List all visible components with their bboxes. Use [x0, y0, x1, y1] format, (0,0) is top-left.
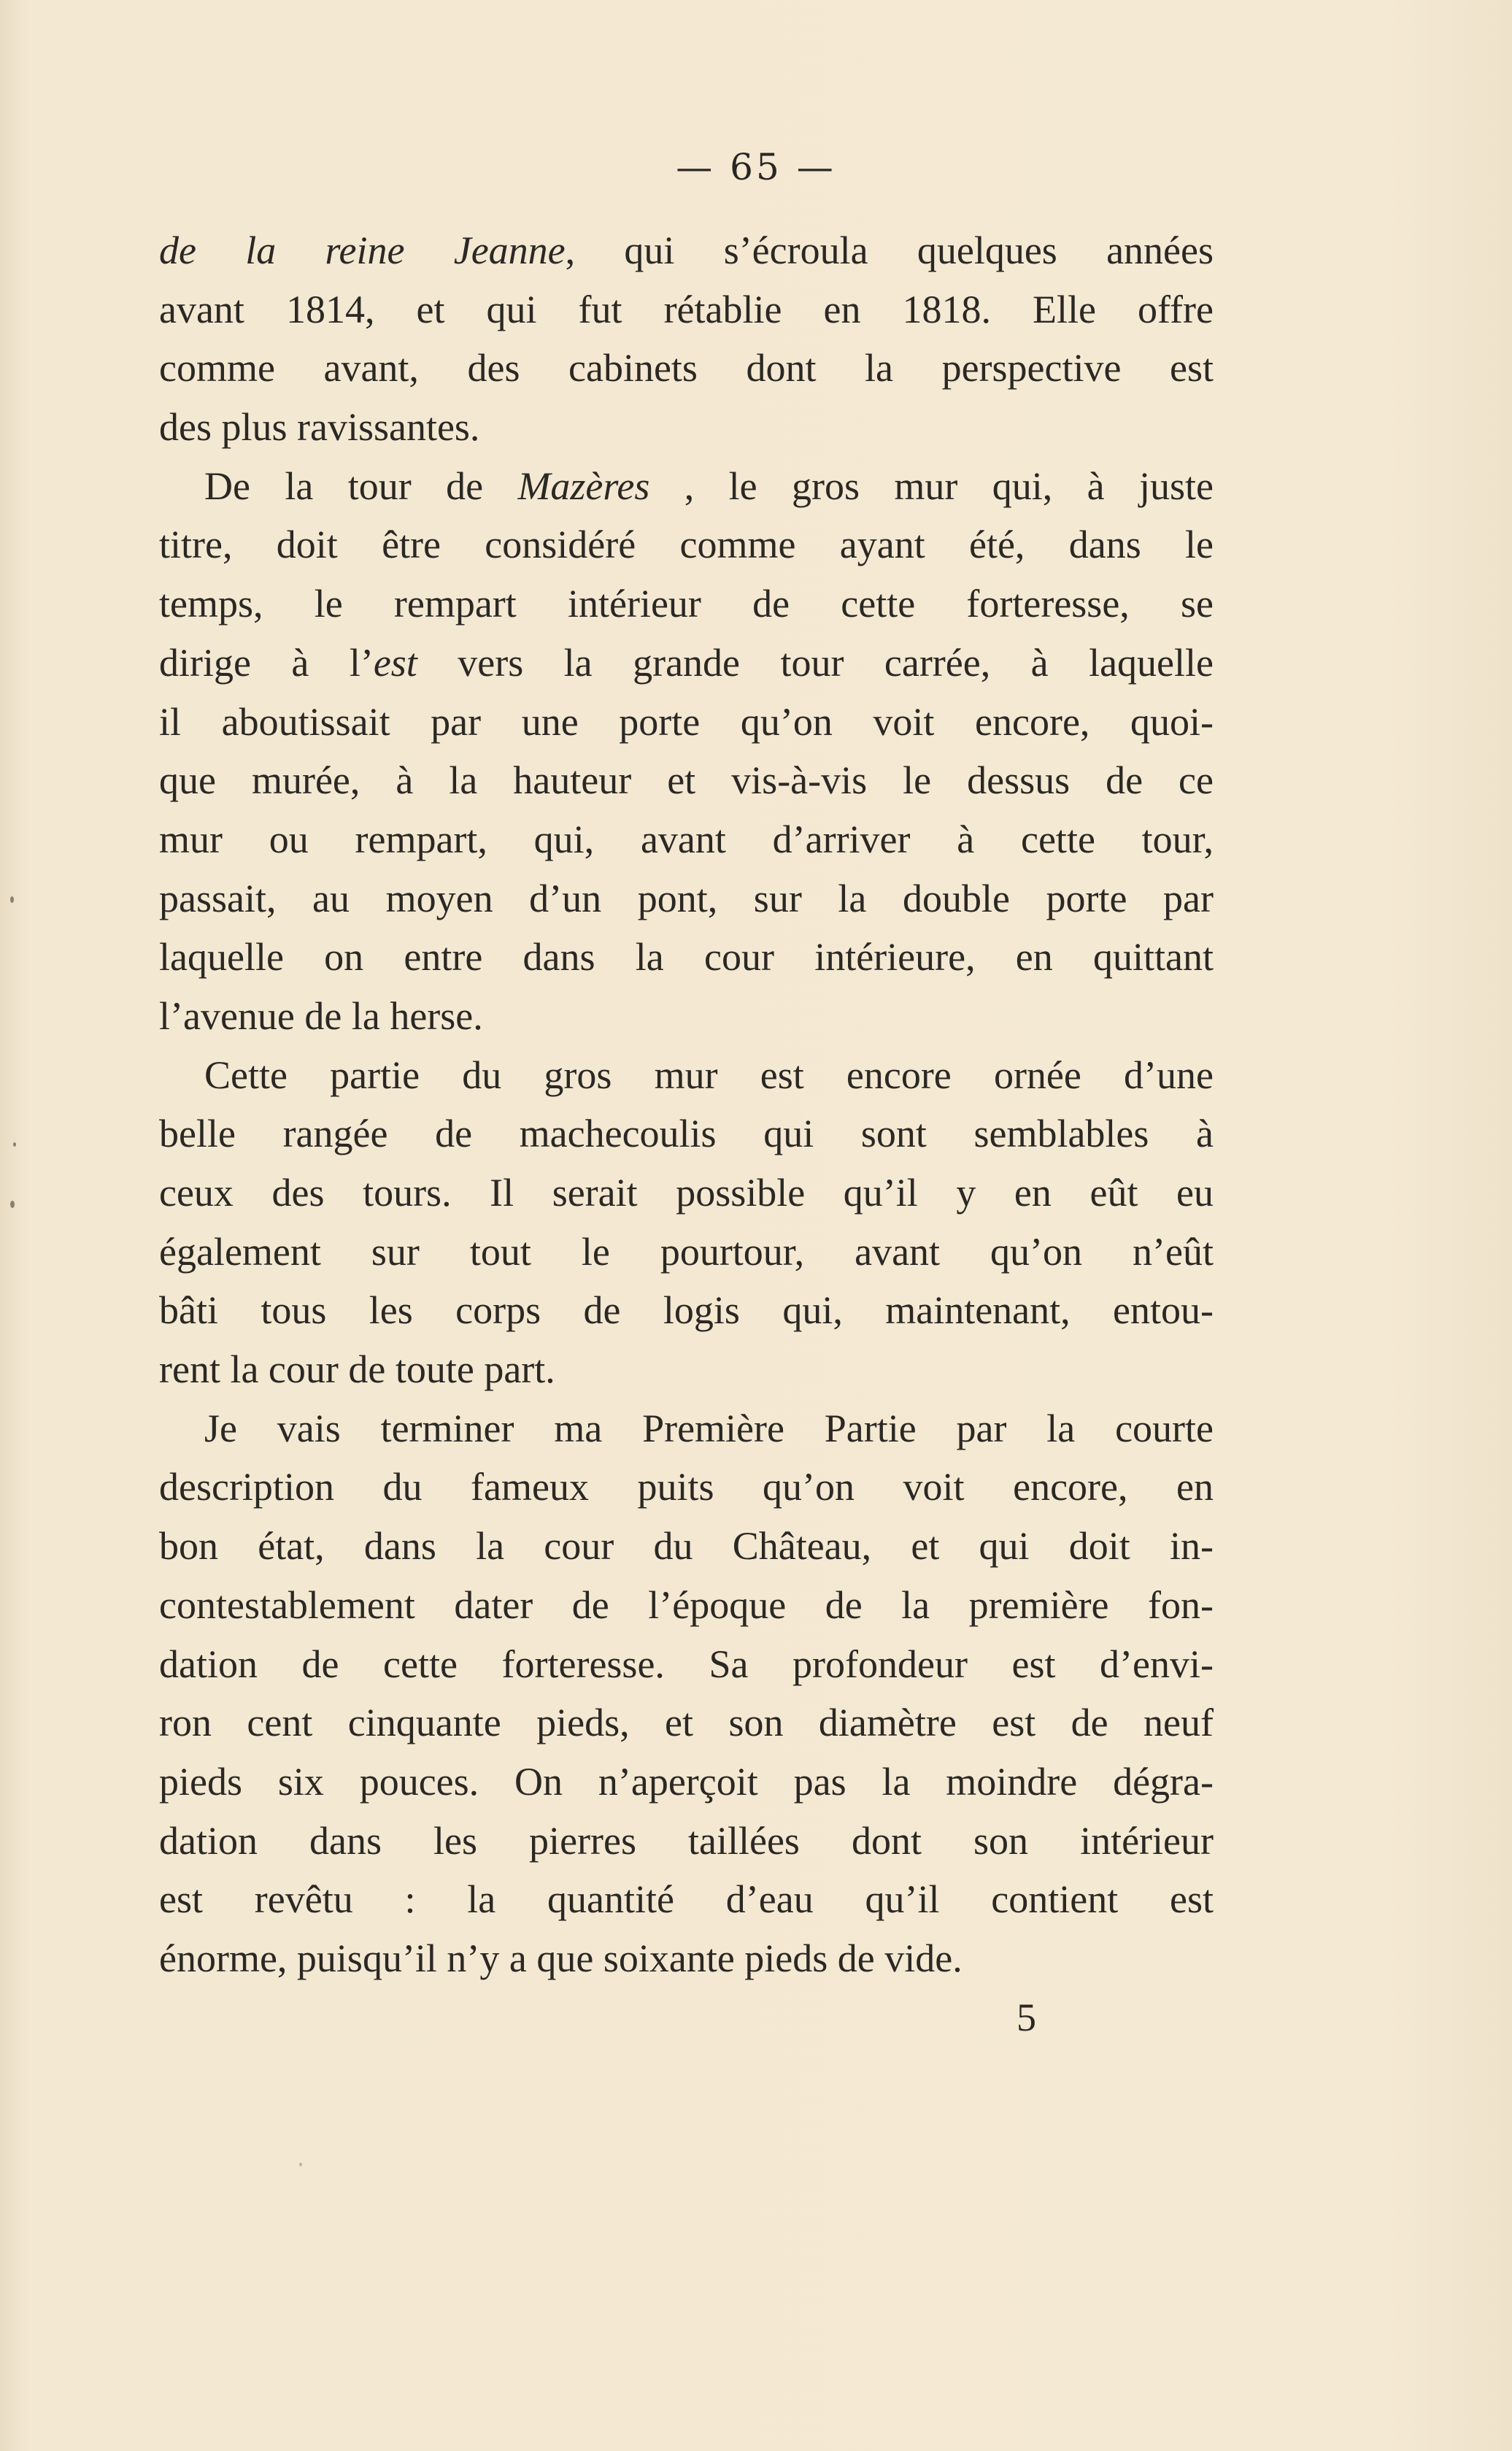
text-run: vers la grande tour carrée, à laquelle	[417, 640, 1214, 685]
paragraph	[159, 457, 1214, 1046]
text-run: , le gros mur qui, à juste	[649, 463, 1214, 508]
text-line	[159, 987, 1214, 1046]
text-run: énorme, puisqu’il n’y a que soixante pieds de vide.	[159, 1936, 963, 1980]
text-run: Cette partie du gros mur est encore ornée d’une	[204, 1053, 1214, 1097]
margin-speck	[299, 2163, 302, 2166]
text-line	[159, 1163, 1214, 1223]
paragraph	[159, 1046, 1214, 1399]
text-run: titre, doit être considéré comme ayant été, dans le	[159, 523, 1214, 567]
text-line	[159, 1104, 1214, 1163]
text-line	[159, 1693, 1214, 1752]
text-run: est revêtu : la quantité d’eau qu’il contient est	[159, 1877, 1214, 1922]
text-run: contestablement dater de l’époque de la première fon-	[159, 1582, 1214, 1627]
text-run: dation dans les pierres taillées dont son intérieur	[159, 1818, 1214, 1863]
text-line	[159, 398, 1214, 457]
text-line	[159, 693, 1214, 752]
text-line	[159, 280, 1214, 339]
text-run: rent la cour de toute part.	[159, 1347, 555, 1392]
text-line	[159, 1870, 1214, 1929]
signature-mark: 5	[1017, 1996, 1036, 2039]
margin-speck	[13, 1142, 16, 1147]
italic-text: est	[373, 640, 417, 685]
text-run: ceux des tours. Il serait possible qu’il y en eût eu	[159, 1171, 1214, 1215]
text-line	[159, 515, 1214, 574]
text-line	[159, 634, 1214, 693]
text-line	[159, 1046, 1214, 1105]
text-line	[159, 928, 1214, 987]
text-line	[159, 1635, 1214, 1694]
text-line	[159, 1399, 1214, 1458]
paragraph	[159, 1399, 1214, 1988]
text-run: laquelle on entre dans la cour intérieure, en quittant	[159, 935, 1214, 980]
margin-speck	[10, 896, 14, 903]
text-run: , qui s’écroula quelques années	[565, 228, 1214, 272]
text-run: bâti tous les corps de logis qui, maintenant, entou-	[159, 1288, 1214, 1333]
paragraph	[159, 221, 1214, 457]
text-line	[159, 1340, 1214, 1399]
text-run: dirige à l’	[159, 640, 374, 685]
text-run: passait, au moyen d’un pont, sur la double porte par	[159, 876, 1214, 920]
body-text	[159, 221, 1214, 1988]
text-line	[159, 1812, 1214, 1871]
text-run: également sur tout le pourtour, avant qu’on n’eût	[159, 1229, 1214, 1274]
italic-text: Mazères	[517, 463, 650, 508]
text-run: belle rangée de machecoulis qui sont semblables à	[159, 1112, 1214, 1156]
text-run: que murée, à la hauteur et vis-à-vis le dessus de ce	[159, 758, 1214, 803]
text-run: pieds six pouces. On n’aperçoit pas la moindre dégra-	[159, 1759, 1214, 1804]
text-run: avant 1814, et qui fut rétablie en 1818. Elle offre	[159, 287, 1214, 331]
text-line	[159, 1458, 1214, 1517]
text-line	[159, 221, 1214, 280]
italic-text: de la reine Jeanne	[159, 228, 566, 272]
margin-speck	[10, 1201, 15, 1208]
text-run: De la tour de	[204, 463, 518, 508]
page-number: — 65 —	[676, 146, 836, 188]
text-line	[159, 1517, 1214, 1576]
text-line	[159, 339, 1214, 398]
text-run: il aboutissait par une porte qu’on voit encore, quoi-	[159, 699, 1214, 744]
text-line	[159, 1576, 1214, 1635]
text-line	[159, 574, 1214, 634]
text-run: dation de cette forteresse. Sa profondeur est d’envi-	[159, 1642, 1214, 1686]
text-line	[159, 869, 1214, 928]
text-run: temps, le rempart intérieur de cette forteresse, se	[159, 582, 1214, 626]
text-line	[159, 1752, 1214, 1812]
text-line	[159, 751, 1214, 810]
text-run: bon état, dans la cour du Château, et qui doit in-	[159, 1524, 1214, 1569]
text-line	[159, 457, 1214, 516]
text-run: Je vais terminer ma Première Partie par la courte	[204, 1406, 1214, 1450]
text-run: des plus ravissantes.	[159, 405, 480, 450]
text-run: comme avant, des cabinets dont la perspective est	[159, 346, 1214, 390]
text-line	[159, 810, 1214, 869]
text-run: mur ou rempart, qui, avant d’arriver à cette tour,	[159, 817, 1214, 861]
text-line	[159, 1929, 1214, 1988]
text-run: ron cent cinquante pieds, et son diamètre est de neuf	[159, 1701, 1214, 1745]
text-run: description du fameux puits qu’on voit encore, en	[159, 1465, 1214, 1509]
text-run: l’avenue de la herse.	[159, 993, 483, 1038]
text-line	[159, 1223, 1214, 1282]
text-line	[159, 1281, 1214, 1340]
